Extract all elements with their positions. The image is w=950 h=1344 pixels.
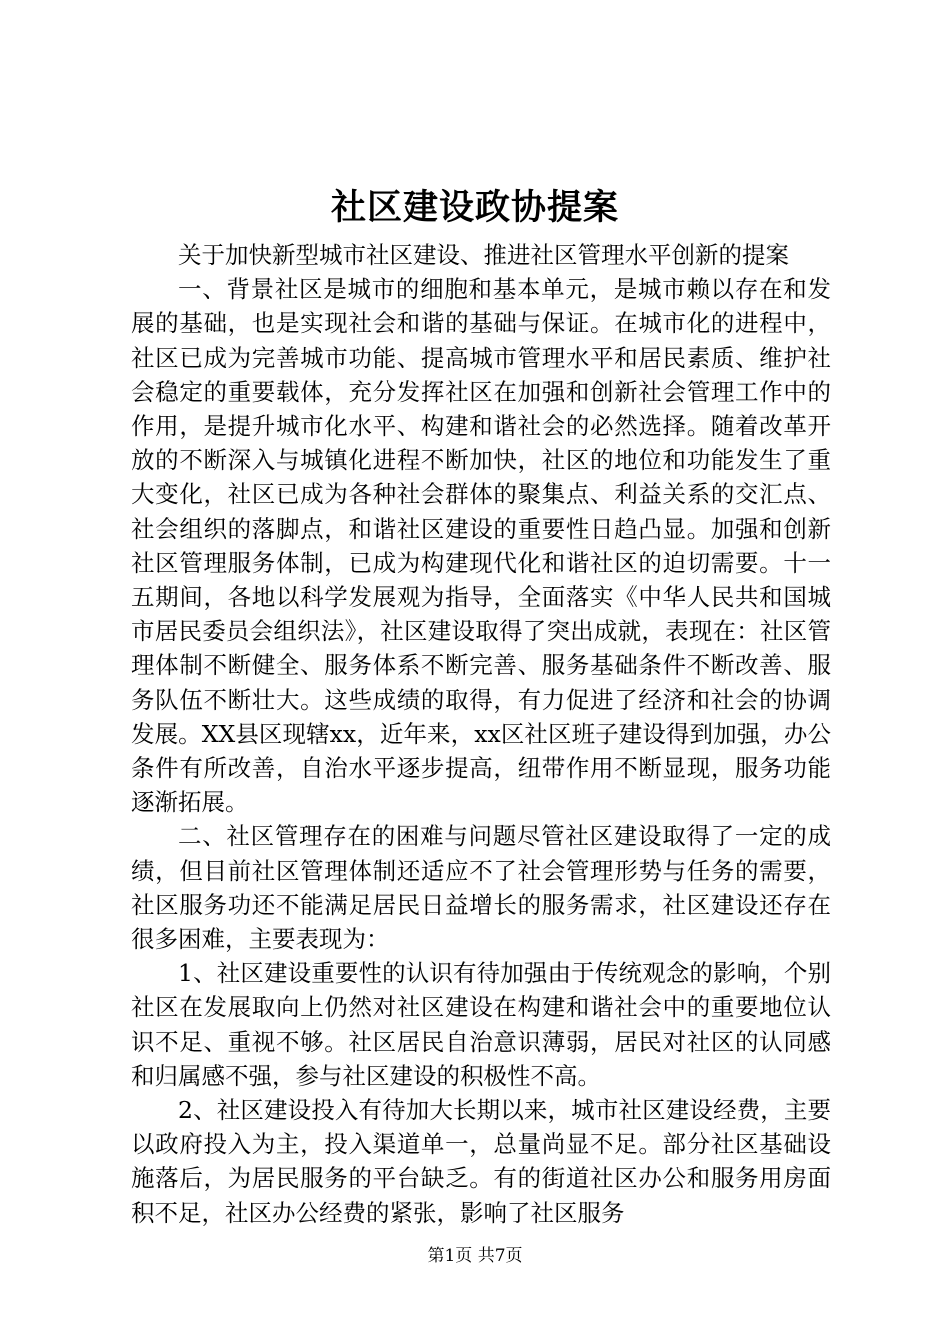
document-body xyxy=(131,238,831,1230)
paragraph-background: 一、背景社区是城市的细胞和基本单元，是城市赖以存在和发展的基础，也是实现社会和谐的基础与保证。在城市化的进程中，社区已成为完善城市功能、提高城市管理水平和居民素质、维护社会稳定的重要载体，充分发挥社区在加强和创新社会管理工作中的作用，是提升城市化水平、构建和谐社会的必然选择。随着改革开放的不断深入与城镇化进程不断加快，社区的地位和功能发生了重大变化，社区已成为各种社会群体的聚集点、利益关系的交汇点、社会组织的落脚点，和谐社区建设的重要性日趋凸显。加强和创新社区管理服务体制，已成为构建现代化和谐社区的迫切需要。十一五期间，各地以科学发展观为指导，全面落实《中华人民共和国城市居民委员会组织法》，社区建设取得了突出成就，表现在：社区管理体制不断健全、服务体系不断完善、服务基础条件不断改善、服务队伍不断壮大。这些成绩的取得，有力促进了经济和社会的协调发展。XX县区现辖xx，近年来，xx区社区班子建设得到加强，办公条件有所改善，自治水平逐步提高，纽带作用不断显现，服务功能逐渐拓展。 xyxy=(131,275,831,817)
paragraph-point-2: 2、社区建设投入有待加大长期以来，城市社区建设经费，主要以政府投入为主，投入渠道单一，总量尚显不足。部分社区基础设施落后，为居民服务的平台缺乏。有的街道社区办公和服务用房面积不足，社区办公经费的紧张，影响了社区服务 xyxy=(131,1096,831,1227)
page-number-footer: 第1页 共7页 xyxy=(427,1246,523,1266)
paragraph-point-1: 1、社区建设重要性的认识有待加强由于传统观念的影响，个别社区在发展取向上仍然对社区建设在构建和谐社会中的重要地位认识不足、重视不够。社区居民自治意识薄弱，居民对社区的认同感和归属感不强，参与社区建设的积极性不高。 xyxy=(131,959,831,1090)
paragraph-proposal-subject: 关于加快新型城市社区建设、推进社区管理水平创新的提案 xyxy=(178,241,789,269)
paragraph-problems: 二、社区管理存在的困难与问题尽管社区建设取得了一定的成绩，但目前社区管理体制还适应不了社会管理形势与任务的需要，社区服务功还不能满足居民日益增长的服务需求，社区建设还存在很多困难，主要表现为： xyxy=(131,822,831,954)
page-title: 社区建设政协提案 xyxy=(330,187,619,228)
